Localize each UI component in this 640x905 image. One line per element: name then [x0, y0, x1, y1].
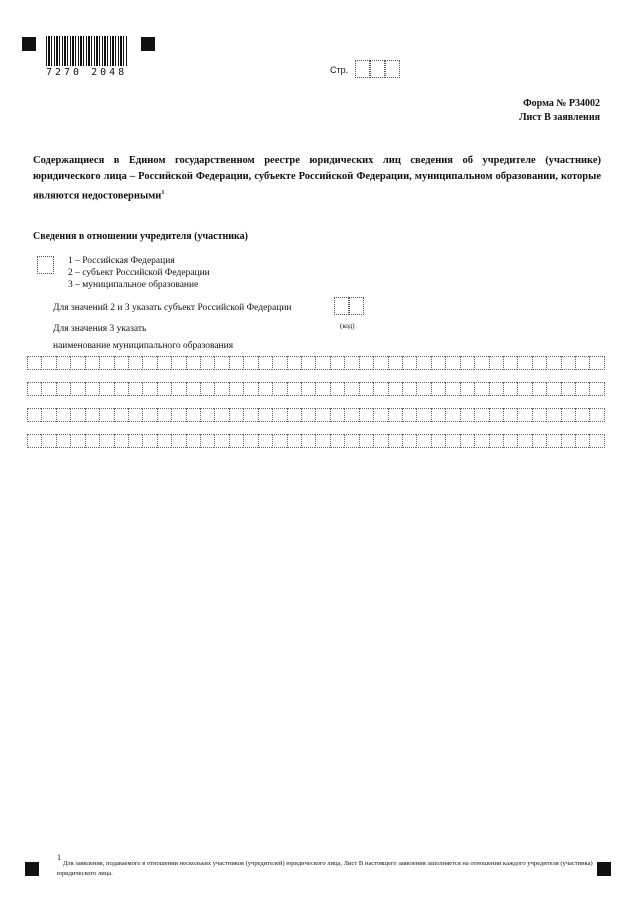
char-cell[interactable]	[287, 382, 301, 396]
char-cell[interactable]	[460, 356, 474, 370]
char-cell[interactable]	[416, 408, 430, 422]
char-cell[interactable]	[301, 408, 315, 422]
char-cell[interactable]	[416, 434, 430, 448]
sheet-title: Лист В заявления	[519, 112, 600, 123]
char-cell[interactable]	[532, 408, 546, 422]
char-cell[interactable]	[503, 356, 517, 370]
document-title-text: Содержащиеся в Едином государственном реестре юридических лиц сведения об учредителе (участнике) юридического лица – Российской Федерации, субъекте Российской Федерации, муниципальном образовании, которые являются недостоверными	[33, 155, 601, 202]
char-cell[interactable]	[315, 408, 329, 422]
char-cell[interactable]	[99, 382, 113, 396]
char-cell[interactable]	[474, 382, 488, 396]
option-2: 2 – субъект Российской Федерации	[68, 268, 210, 278]
char-cell[interactable]	[431, 408, 445, 422]
char-cell[interactable]	[56, 382, 70, 396]
char-cell[interactable]	[27, 356, 41, 370]
barcode	[46, 36, 128, 66]
char-cell[interactable]	[287, 434, 301, 448]
char-cell[interactable]	[243, 434, 257, 448]
char-cell[interactable]	[171, 408, 185, 422]
char-cell[interactable]	[344, 434, 358, 448]
char-cell[interactable]	[359, 408, 373, 422]
char-cell[interactable]	[142, 382, 156, 396]
char-cell[interactable]	[287, 408, 301, 422]
char-cell[interactable]	[128, 382, 142, 396]
char-cell[interactable]	[142, 356, 156, 370]
char-cell[interactable]	[589, 434, 604, 448]
char-cell[interactable]	[56, 434, 70, 448]
char-cell[interactable]	[402, 356, 416, 370]
char-cell[interactable]	[373, 408, 387, 422]
char-cell[interactable]	[503, 382, 517, 396]
char-cell[interactable]	[243, 408, 257, 422]
char-cell[interactable]	[373, 434, 387, 448]
char-cell[interactable]	[272, 382, 286, 396]
char-cell[interactable]	[460, 382, 474, 396]
char-cell[interactable]	[575, 408, 589, 422]
subject-label: Для значений 2 и 3 указать субъект Российской Федерации	[53, 303, 292, 313]
char-cell[interactable]	[359, 434, 373, 448]
char-cell[interactable]	[517, 356, 531, 370]
char-cell[interactable]	[517, 408, 531, 422]
char-cell[interactable]	[503, 434, 517, 448]
page-number-cell-1[interactable]	[355, 60, 370, 78]
char-cell[interactable]	[460, 408, 474, 422]
char-cell[interactable]	[474, 356, 488, 370]
char-cell[interactable]	[546, 382, 560, 396]
char-cell[interactable]	[489, 434, 503, 448]
char-cell[interactable]	[171, 356, 185, 370]
char-cell[interactable]	[589, 356, 604, 370]
char-cell[interactable]	[186, 408, 200, 422]
subject-code-cell-2[interactable]	[349, 297, 364, 315]
char-cell[interactable]	[575, 356, 589, 370]
char-cell[interactable]	[546, 434, 560, 448]
footnote-mark: 1	[57, 853, 61, 862]
char-cell[interactable]	[27, 408, 41, 422]
char-cell[interactable]	[229, 408, 243, 422]
subject-code-cell-1[interactable]	[334, 297, 349, 315]
char-cell[interactable]	[41, 382, 55, 396]
char-cell[interactable]	[186, 434, 200, 448]
char-cell[interactable]	[431, 356, 445, 370]
char-cell[interactable]	[517, 434, 531, 448]
option-3: 3 – муниципальное образование	[68, 280, 199, 290]
char-cell[interactable]	[272, 356, 286, 370]
section-heading: Сведения в отношении учредителя (участника)	[33, 231, 248, 242]
char-cell[interactable]	[301, 382, 315, 396]
char-cell[interactable]	[272, 408, 286, 422]
char-cell[interactable]	[301, 434, 315, 448]
char-cell[interactable]	[142, 408, 156, 422]
char-cell[interactable]	[474, 408, 488, 422]
char-cell[interactable]	[532, 382, 546, 396]
char-cell[interactable]	[142, 434, 156, 448]
char-cell[interactable]	[200, 382, 214, 396]
char-cell[interactable]	[445, 408, 459, 422]
char-cell[interactable]	[561, 408, 575, 422]
char-cell[interactable]	[214, 356, 228, 370]
char-cell[interactable]	[214, 382, 228, 396]
char-cell[interactable]	[70, 434, 84, 448]
char-cell[interactable]	[171, 434, 185, 448]
char-cell[interactable]	[56, 408, 70, 422]
char-cell[interactable]	[416, 356, 430, 370]
char-cell[interactable]	[330, 382, 344, 396]
registration-marker-bottom-right	[597, 862, 611, 876]
char-cell[interactable]	[344, 356, 358, 370]
char-cell[interactable]	[517, 382, 531, 396]
char-cell[interactable]	[359, 356, 373, 370]
form-number: Форма № Р34002	[523, 98, 600, 109]
char-cell[interactable]	[114, 356, 128, 370]
municipal-label-line-1: Для значения 3 указать	[53, 324, 147, 334]
char-cell[interactable]	[157, 382, 171, 396]
registration-marker-top-right	[141, 37, 155, 51]
char-cell[interactable]	[214, 434, 228, 448]
char-cell[interactable]	[200, 434, 214, 448]
char-cell[interactable]	[128, 408, 142, 422]
char-cell[interactable]	[229, 382, 243, 396]
page-label: Стр.	[330, 65, 349, 75]
char-cell[interactable]	[402, 408, 416, 422]
char-cell[interactable]	[99, 356, 113, 370]
char-cell[interactable]	[416, 382, 430, 396]
title-footnote-mark: 1	[161, 190, 165, 196]
char-cell[interactable]	[489, 408, 503, 422]
char-cell[interactable]	[229, 434, 243, 448]
char-cell[interactable]	[388, 382, 402, 396]
municipal-name-row-1[interactable]	[27, 356, 605, 370]
char-cell[interactable]	[460, 434, 474, 448]
char-cell[interactable]	[445, 382, 459, 396]
municipal-label-line-2: наименование муниципального образования	[53, 341, 234, 351]
char-cell[interactable]	[388, 434, 402, 448]
char-cell[interactable]	[214, 408, 228, 422]
char-cell[interactable]	[114, 382, 128, 396]
char-cell[interactable]	[431, 382, 445, 396]
char-cell[interactable]	[546, 408, 560, 422]
char-cell[interactable]	[171, 382, 185, 396]
char-cell[interactable]	[128, 434, 142, 448]
char-cell[interactable]	[99, 408, 113, 422]
char-cell[interactable]	[287, 356, 301, 370]
char-cell[interactable]	[243, 356, 257, 370]
char-cell[interactable]	[561, 434, 575, 448]
char-cell[interactable]	[359, 382, 373, 396]
char-cell[interactable]	[56, 356, 70, 370]
char-cell[interactable]	[114, 434, 128, 448]
char-cell[interactable]	[445, 434, 459, 448]
municipal-name-row-2[interactable]	[27, 382, 605, 396]
page-number-cell-3[interactable]	[385, 60, 400, 78]
registration-marker-bottom-left	[25, 862, 39, 876]
char-cell[interactable]	[258, 408, 272, 422]
form-id	[519, 97, 600, 125]
char-cell[interactable]	[157, 434, 171, 448]
char-cell[interactable]	[344, 382, 358, 396]
char-cell[interactable]	[258, 382, 272, 396]
char-cell[interactable]	[315, 356, 329, 370]
char-cell[interactable]	[575, 382, 589, 396]
barcode-number: 7270 2048	[46, 67, 128, 78]
char-cell[interactable]	[388, 356, 402, 370]
char-cell[interactable]	[561, 356, 575, 370]
char-cell[interactable]	[27, 382, 41, 396]
char-cell[interactable]	[157, 356, 171, 370]
char-cell[interactable]	[546, 356, 560, 370]
char-cell[interactable]	[330, 408, 344, 422]
char-cell[interactable]	[70, 408, 84, 422]
municipal-name-row-3[interactable]	[27, 408, 605, 422]
char-cell[interactable]	[186, 356, 200, 370]
char-cell[interactable]	[70, 382, 84, 396]
char-cell[interactable]	[186, 382, 200, 396]
char-cell[interactable]	[330, 356, 344, 370]
registration-marker-top-left	[22, 37, 36, 51]
char-cell[interactable]	[99, 434, 113, 448]
char-cell[interactable]	[85, 434, 99, 448]
char-cell[interactable]	[301, 356, 315, 370]
char-cell[interactable]	[315, 434, 329, 448]
code-caption: (код)	[340, 322, 355, 330]
char-cell[interactable]	[474, 434, 488, 448]
footnote	[57, 855, 597, 879]
char-cell[interactable]	[258, 434, 272, 448]
char-cell[interactable]	[532, 434, 546, 448]
char-cell[interactable]	[330, 434, 344, 448]
char-cell[interactable]	[445, 356, 459, 370]
footnote-text: Для заявления, подаваемого в отношении нескольких участников (учредителей) юридического лица, Лист В настоящего заявления заполняется на отношении каждого учредителя (участника) юридического лица.	[57, 860, 593, 878]
char-cell[interactable]	[373, 382, 387, 396]
char-cell[interactable]	[344, 408, 358, 422]
char-cell[interactable]	[200, 408, 214, 422]
char-cell[interactable]	[561, 382, 575, 396]
document-title	[33, 153, 601, 205]
char-cell[interactable]	[402, 382, 416, 396]
char-cell[interactable]	[388, 408, 402, 422]
option-1: 1 – Российская Федерация	[68, 256, 175, 266]
char-cell[interactable]	[575, 434, 589, 448]
char-cell[interactable]	[272, 434, 286, 448]
char-cell[interactable]	[85, 408, 99, 422]
char-cell[interactable]	[27, 434, 41, 448]
char-cell[interactable]	[373, 356, 387, 370]
char-cell[interactable]	[503, 408, 517, 422]
char-cell[interactable]	[589, 408, 604, 422]
char-cell[interactable]	[589, 382, 604, 396]
char-cell[interactable]	[489, 382, 503, 396]
char-cell[interactable]	[229, 356, 243, 370]
char-cell[interactable]	[200, 356, 214, 370]
char-cell[interactable]	[258, 356, 272, 370]
char-cell[interactable]	[41, 356, 55, 370]
char-cell[interactable]	[532, 356, 546, 370]
char-cell[interactable]	[157, 408, 171, 422]
char-cell[interactable]	[85, 356, 99, 370]
page-number-cell-2[interactable]	[370, 60, 385, 78]
char-cell[interactable]	[431, 434, 445, 448]
char-cell[interactable]	[70, 356, 84, 370]
char-cell[interactable]	[489, 356, 503, 370]
char-cell[interactable]	[41, 434, 55, 448]
char-cell[interactable]	[315, 382, 329, 396]
char-cell[interactable]	[128, 356, 142, 370]
municipal-name-row-4[interactable]	[27, 434, 605, 448]
char-cell[interactable]	[85, 382, 99, 396]
char-cell[interactable]	[114, 408, 128, 422]
char-cell[interactable]	[41, 408, 55, 422]
char-cell[interactable]	[243, 382, 257, 396]
char-cell[interactable]	[402, 434, 416, 448]
founder-type-cell[interactable]	[37, 256, 54, 274]
